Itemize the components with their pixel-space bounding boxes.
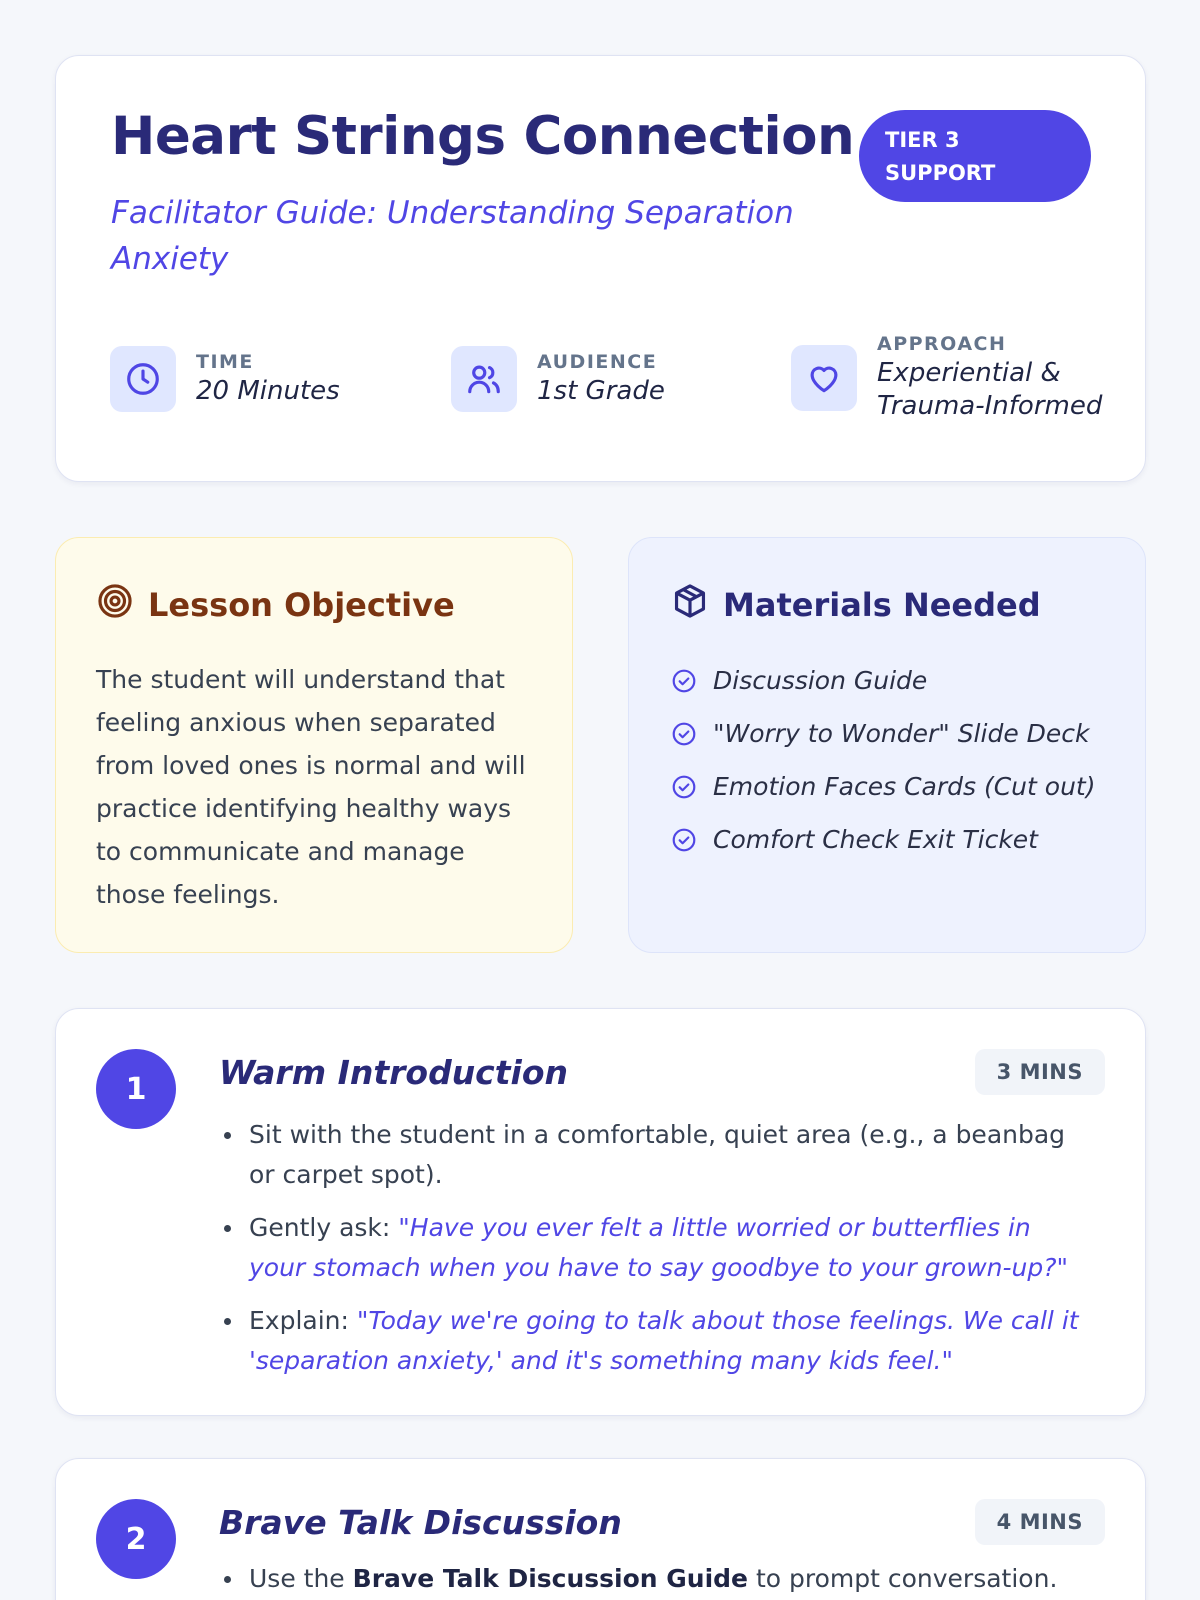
tier-badge-line2: SUPPORT [885,161,996,185]
step-instructions [219,1115,1079,1394]
meta-audience-value: 1st Grade [537,375,665,406]
objective-text: The student will understand that feeling anxious when separated from loved ones is normal and will practice identifying healthy ways to communicate and manage those feelings. [96,665,526,909]
list-item [219,1559,1079,1599]
page-title: Heart Strings Connection [111,106,855,167]
instruction-text: Sit with the student in a comfortable, quiet area (e.g., a beanbag or carpet spot). [249,1120,1066,1189]
check-circle-icon [671,774,697,800]
material-item-label: Comfort Check Exit Ticket [713,825,1038,854]
heart-icon [791,345,857,411]
page-subtitle: Facilitator Guide: Understanding Separation Anxiety [111,195,794,277]
instruction-prefix: Explain: [249,1306,357,1335]
materials-list [671,654,1103,866]
script-quote: "Have you ever felt a little worried or butterflies in your stomach when you have to say goodbye to your grown-up?" [249,1213,1069,1282]
step-number-badge: 2 [96,1499,176,1579]
step-number-badge: 1 [96,1049,176,1129]
check-circle-icon [671,668,697,694]
meta-audience-label: AUDIENCE [537,350,658,373]
instruction-prefix: Use the [249,1564,353,1593]
step-title: Brave Talk Discussion [219,1503,622,1542]
step-card-2 [55,1458,1146,1600]
box-icon [671,582,723,628]
meta-approach-label: APPROACH [877,333,1007,355]
lesson-objective-box [55,537,573,953]
list-item [219,1115,1079,1195]
meta-audience [451,346,665,412]
objective-title: Lesson Objective [148,586,455,624]
tier-badge [859,110,1091,202]
step-card-1 [55,1008,1146,1416]
objective-heading [96,582,532,628]
step-instructions [219,1559,1079,1600]
materials-heading [671,582,1103,628]
list-item [671,707,1103,760]
step-title: Warm Introduction [219,1053,568,1092]
material-item-label: "Worry to Wonder" Slide Deck [713,719,1090,748]
check-circle-icon [671,827,697,853]
check-circle-icon [671,721,697,747]
list-item [671,654,1103,707]
list-item [671,760,1103,813]
discussion-guide-name: Brave Talk Discussion Guide [352,1564,749,1593]
materials-title: Materials Needed [723,586,1041,624]
clock-icon [110,346,176,412]
lesson-header-card [55,55,1146,482]
meta-time-label: TIME [196,350,254,373]
step-duration-badge: 3 MINS [975,1049,1105,1095]
script-quote: "Today we're going to talk about those feelings. We call it 'separation anxiety,' and it's something many kids feel." [249,1306,1079,1375]
instruction-prefix: Gently ask: [249,1213,399,1242]
meta-approach-value-line1: Experiential & [877,358,1061,388]
tier-badge-line1: TIER 3 [885,128,960,152]
step-duration-badge: 4 MINS [975,1499,1105,1545]
users-icon [451,346,517,412]
materials-box [628,537,1146,953]
instruction-suffix: to prompt conversation. [748,1564,1058,1593]
list-item [219,1301,1079,1381]
list-item [219,1208,1079,1288]
target-icon [96,582,148,628]
material-item-label: Emotion Faces Cards (Cut out) [713,772,1096,801]
meta-approach-value-line2: Trauma-Informed [877,391,1103,421]
material-item-label: Discussion Guide [713,666,928,695]
meta-approach [791,333,1102,423]
list-item [671,813,1103,866]
meta-time-value: 20 Minutes [196,375,340,406]
meta-time [110,346,340,412]
